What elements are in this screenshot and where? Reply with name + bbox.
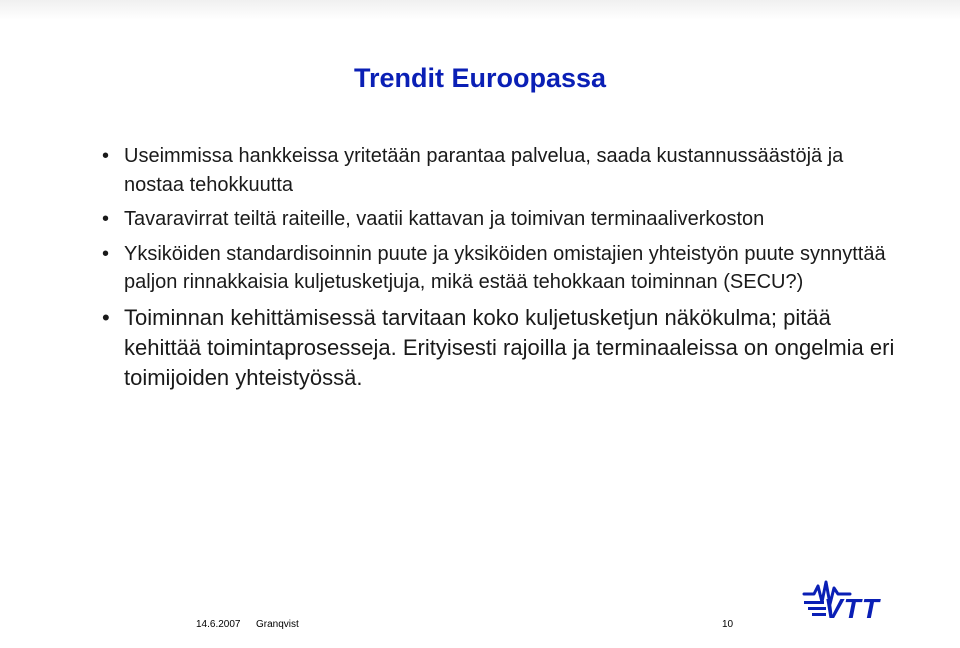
bullet-icon: • <box>102 242 110 265</box>
bullet-item-1 <box>100 142 900 199</box>
bullet-text: Yksiköiden standardisoinnin puute ja yksiköiden omistajien yhteistyön puute synnyttää paljon rinnakkaisia kuljetusketjuja, mikä estää tehokkaan toiminnan (SECU?) <box>124 242 886 293</box>
bullet-text: Toiminnan kehittämisessä tarvitaan koko kuljetusketjun näkökulma; pitää kehittää toimintaprosesseja. Erityisesti rajoilla ja terminaaleissa on ongelmia eri toimijoiden yhteistyössä. <box>124 304 895 390</box>
bullet-text: Tavaravirrat teiltä raiteille, vaatii kattavan ja toimivan terminaaliverkoston <box>124 208 765 230</box>
footer-date: 14.6.2007 <box>196 619 241 630</box>
bullet-item-3 <box>100 240 900 297</box>
logo-text: VTT <box>824 593 880 624</box>
slide-title: Trendit Euroopassa <box>353 63 607 93</box>
bullet-icon: • <box>102 145 110 167</box>
bullet-icon: • <box>102 208 110 230</box>
footer-page-number: 10 <box>722 619 734 630</box>
bullet-item-2 <box>100 205 900 234</box>
top-band <box>0 0 960 20</box>
bullet-text: Useimmissa hankkeissa yritetään parantaa palvelua, saada kustannussäästöjä ja nostaa tehokkuutta <box>124 145 844 196</box>
bullet-list <box>100 142 900 399</box>
bullet-icon: • <box>102 304 110 330</box>
footer-author: Granqvist <box>256 619 299 630</box>
logo-stripe <box>804 601 824 604</box>
vtt-logo <box>800 574 935 634</box>
bullet-item-4 <box>100 303 900 393</box>
